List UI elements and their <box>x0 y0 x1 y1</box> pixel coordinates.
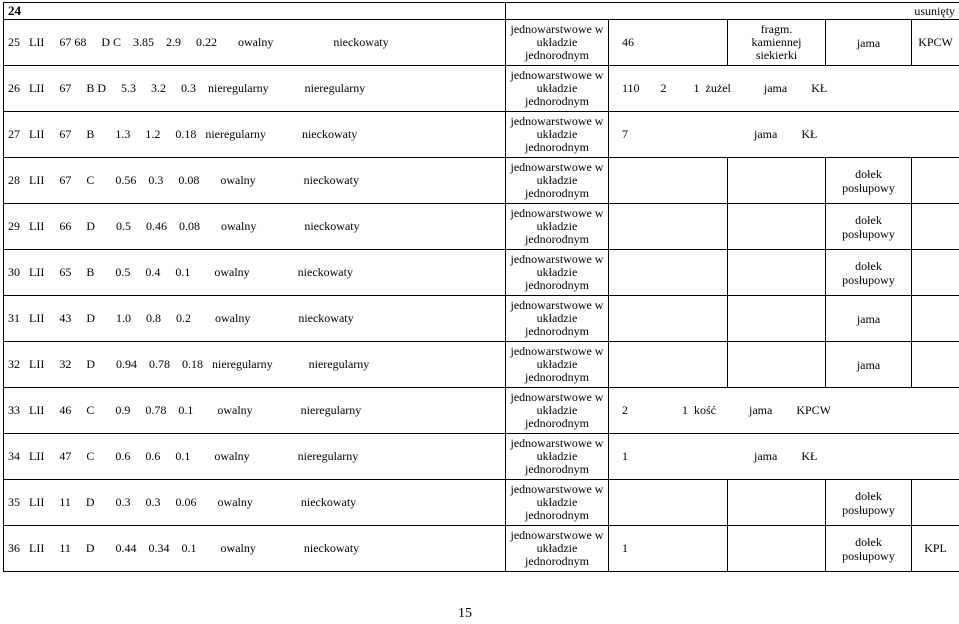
table-row <box>4 250 959 296</box>
culture-code <box>912 158 959 204</box>
table-row <box>4 526 959 572</box>
finds-count <box>609 204 728 250</box>
table-row <box>4 480 959 526</box>
removed-status: usunięty <box>506 3 959 20</box>
culture-code: KPCW <box>912 20 959 66</box>
layer-structure-line: układzie <box>536 127 578 141</box>
layer-structure-line: układzie <box>536 449 578 463</box>
layer-structure-line: układzie <box>536 219 578 233</box>
finds-description: 7 jama KŁ <box>609 112 959 158</box>
layer-structure-line: jednorodnym <box>525 232 589 246</box>
feature-type-line: dołek <box>855 488 882 503</box>
layer-structure-cell <box>506 204 609 250</box>
row-main-values: 30 LII 65 B 0.5 0.4 0.1 owalny nieckowaty <box>4 250 506 296</box>
layer-structure-line: jednorodnym <box>525 462 589 476</box>
finds-fragment <box>728 204 826 250</box>
culture-code <box>912 342 959 388</box>
row-main-values: 27 LII 67 B 1.3 1.2 0.18 nieregularny nieckowaty <box>4 112 506 158</box>
layer-structure-line: jednowarstwowe w <box>510 252 604 266</box>
table-row <box>4 20 959 66</box>
layer-structure-cell <box>506 388 609 434</box>
finds-fragment <box>728 480 826 526</box>
layer-structure-line: jednorodnym <box>525 324 589 338</box>
feature-type <box>826 158 912 204</box>
layer-structure-line: jednowarstwowe w <box>510 344 604 358</box>
table-row <box>4 158 959 204</box>
finds-fragment <box>728 250 826 296</box>
finds-fragment <box>728 526 826 572</box>
layer-structure-line: układzie <box>536 173 578 187</box>
table-row <box>4 66 959 112</box>
feature-type <box>826 250 912 296</box>
row-main-values: 36 LII 11 D 0.44 0.34 0.1 owalny nieckowaty <box>4 526 506 572</box>
feature-type <box>826 20 912 66</box>
layer-structure-cell <box>506 342 609 388</box>
layer-structure-cell <box>506 66 609 112</box>
features-table <box>3 2 959 572</box>
layer-structure-line: jednowarstwowe w <box>510 436 604 450</box>
feature-type-line: posłupowy <box>842 272 895 287</box>
layer-structure-line: jednorodnym <box>525 186 589 200</box>
row-main-values: 28 LII 67 C 0.56 0.3 0.08 owalny nieckowaty <box>4 158 506 204</box>
layer-structure-cell <box>506 434 609 480</box>
finds-count: 1 <box>609 526 728 572</box>
finds-fragment <box>728 342 826 388</box>
finds-description: 110 2 1 żużel jama KŁ <box>609 66 959 112</box>
feature-type-line: posłupowy <box>842 548 895 563</box>
layer-structure-line: jednowarstwowe w <box>510 68 604 82</box>
layer-structure-line: jednowarstwowe w <box>510 482 604 496</box>
finds-description: 2 1 kość jama KPCW <box>609 388 959 434</box>
finds-description: 1 jama KŁ <box>609 434 959 480</box>
feature-type-line: dołek <box>855 534 882 549</box>
table-row <box>4 204 959 250</box>
finds-count <box>609 158 728 204</box>
culture-code <box>912 204 959 250</box>
finds-fragment <box>728 158 826 204</box>
layer-structure-line: jednorodnym <box>525 508 589 522</box>
layer-structure-line: jednorodnym <box>525 94 589 108</box>
layer-structure-line: układzie <box>536 81 578 95</box>
feature-type-line: dołek <box>855 212 882 227</box>
layer-structure-line: jednowarstwowe w <box>510 114 604 128</box>
row-main-values: 26 LII 67 B D 5.3 3.2 0.3 nieregularny nieregularny <box>4 66 506 112</box>
fragment-line: fragm. <box>760 22 793 36</box>
layer-structure-cell <box>506 250 609 296</box>
finds-count <box>609 296 728 342</box>
feature-type-line: jama <box>856 35 881 50</box>
row-main-values: 34 LII 47 C 0.6 0.6 0.1 owalny nieregularny <box>4 434 506 480</box>
row-main-values: 31 LII 43 D 1.0 0.8 0.2 owalny nieckowaty <box>4 296 506 342</box>
feature-type <box>826 296 912 342</box>
finds-count <box>609 480 728 526</box>
layer-structure-cell <box>506 20 609 66</box>
feature-type <box>826 480 912 526</box>
table-row <box>4 434 959 480</box>
feature-type-line: posłupowy <box>842 180 895 195</box>
row-main-values: 33 LII 46 C 0.9 0.78 0.1 owalny nieregularny <box>4 388 506 434</box>
row-number-24: 24 <box>4 3 506 20</box>
culture-code <box>912 250 959 296</box>
layer-structure-line: jednowarstwowe w <box>510 298 604 312</box>
table-row <box>4 388 959 434</box>
feature-type-line: dołek <box>855 166 882 181</box>
row-main-values: 32 LII 32 D 0.94 0.78 0.18 nieregularny nieregularny <box>4 342 506 388</box>
layer-structure-line: układzie <box>536 35 578 49</box>
layer-structure-line: jednorodnym <box>525 48 589 62</box>
layer-structure-line: układzie <box>536 357 578 371</box>
layer-structure-cell <box>506 480 609 526</box>
feature-type-line: jama <box>856 357 881 372</box>
layer-structure-cell <box>506 526 609 572</box>
layer-structure-line: układzie <box>536 495 578 509</box>
layer-structure-line: jednorodnym <box>525 140 589 154</box>
finds-fragment <box>728 296 826 342</box>
feature-type-line: dołek <box>855 258 882 273</box>
feature-type <box>826 204 912 250</box>
layer-structure-cell <box>506 296 609 342</box>
table-row <box>4 112 959 158</box>
culture-code <box>912 296 959 342</box>
row-main-values: 25 LII 67 68 D C 3.85 2.9 0.22 owalny nieckowaty <box>4 20 506 66</box>
layer-structure-line: jednowarstwowe w <box>510 528 604 542</box>
layer-structure-line: jednorodnym <box>525 416 589 430</box>
layer-structure-line: jednorodnym <box>525 278 589 292</box>
features-table-body <box>4 3 959 572</box>
row-main-values: 29 LII 66 D 0.5 0.46 0.08 owalny nieckowaty <box>4 204 506 250</box>
row-main-values: 35 LII 11 D 0.3 0.3 0.06 owalny nieckowaty <box>4 480 506 526</box>
feature-type-line: jama <box>856 311 881 326</box>
feature-type <box>826 526 912 572</box>
finds-count <box>609 250 728 296</box>
layer-structure-line: jednowarstwowe w <box>510 160 604 174</box>
layer-structure-cell <box>506 112 609 158</box>
layer-structure-line: jednowarstwowe w <box>510 206 604 220</box>
feature-type-line: posłupowy <box>842 226 895 241</box>
culture-code: KPL <box>912 526 959 572</box>
culture-code <box>912 480 959 526</box>
layer-structure-line: układzie <box>536 403 578 417</box>
feature-type-line: posłupowy <box>842 502 895 517</box>
table-row-24 <box>4 3 959 20</box>
finds-fragment <box>728 20 826 66</box>
layer-structure-line: układzie <box>536 541 578 555</box>
page-number: 15 <box>458 606 472 621</box>
layer-structure-line: jednorodnym <box>525 370 589 384</box>
table-row <box>4 296 959 342</box>
layer-structure-line: układzie <box>536 311 578 325</box>
layer-structure-line: układzie <box>536 265 578 279</box>
feature-type <box>826 342 912 388</box>
finds-count: 46 <box>609 20 728 66</box>
layer-structure-line: jednowarstwowe w <box>510 390 604 404</box>
table-row <box>4 342 959 388</box>
layer-structure-cell <box>506 158 609 204</box>
fragment-line: siekierki <box>755 48 798 62</box>
layer-structure-line: jednowarstwowe w <box>510 22 604 36</box>
finds-count <box>609 342 728 388</box>
fragment-line: kamiennej <box>751 35 802 49</box>
layer-structure-line: jednorodnym <box>525 554 589 568</box>
